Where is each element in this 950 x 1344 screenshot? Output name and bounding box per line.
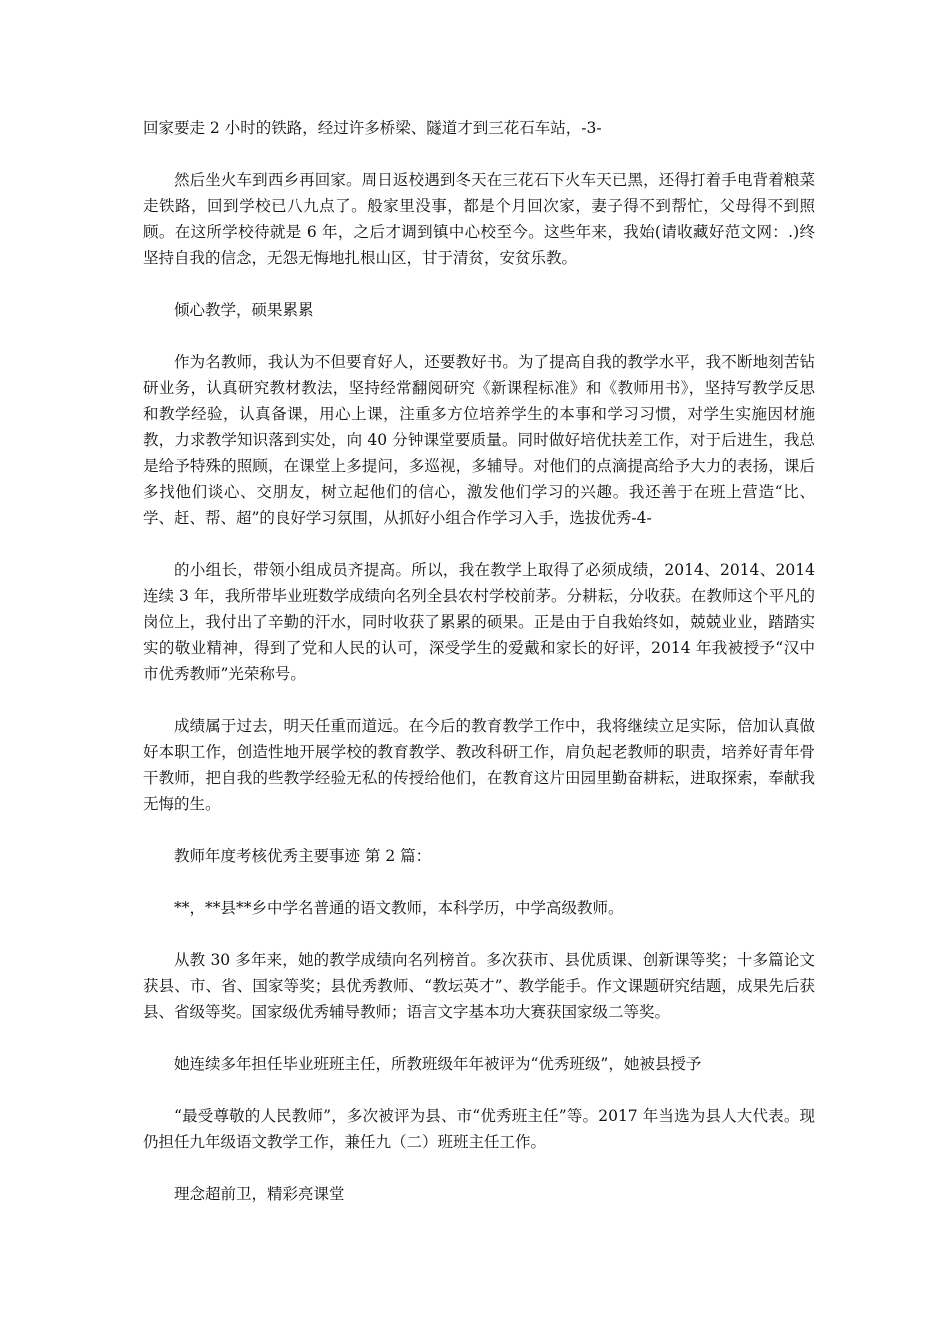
section-heading-classroom: 理念超前卫，精彩亮课堂 bbox=[174, 1185, 345, 1203]
paragraph-future: 成绩属于过去，明天任重而道远。在今后的教育教学工作中，我将继续立足实际，倍加认真做好本职工作，创造性地开展学校的教育教学、教改科研工作，肩负起老教师的职责，培养好青年骨干教师，把自我的些教学经验无私的传授给他们，在教育这片田园里勤奋耕耘，进取探索，奉献我无悔的生。 bbox=[143, 717, 815, 813]
document-body bbox=[143, 115, 815, 1233]
paragraph-continuation: 回家要走 2 小时的铁路，经过许多桥梁、隧道才到三花石车站，-3- bbox=[143, 119, 602, 137]
paragraph-head-teacher: 她连续多年担任毕业班班主任，所教班级年年被评为“优秀班级”，她被县授予 bbox=[174, 1055, 702, 1073]
paragraph-honors: “最受尊敬的人民教师”，多次被评为县、市“优秀班主任”等。2017 年当选为县人大代表。现仍担任九年级语文教学工作，兼任九（二）班班主任工作。 bbox=[143, 1107, 815, 1151]
article-heading-part-2: 教师年度考核优秀主要事迹 第 2 篇： bbox=[174, 847, 432, 865]
paragraph-awards: 从教 30 多年来，她的教学成绩向名列榜首。多次获市、县优质课、创新课等奖；十多篇论文获县、市、省、国家等奖；县优秀教师、“教坛英才”、教学能手。作文课题研究结题，成果先后获县、省级等奖。国家级优秀辅导教师；语言文字基本功大赛获国家级二等奖。 bbox=[143, 951, 815, 1021]
paragraph-teaching: 作为名教师，我认为不但要育好人，还要教好书。为了提高自我的教学水平，我不断地刻苦钻研业务，认真研究教材教法，坚持经常翻阅研究《新课程标准》和《教师用书》，坚持写教学反思和教学经验，认真备课，用心上课，注重多方位培养学生的本事和学习习惯，对学生实施因材施教，力求教学知识落到实处，向 40 分钟课堂要质量。同时做好培优扶差工作，对于后进生，我总是给予特殊的照顾，在课堂上多提问，多巡视，多辅导。对他们的点滴提高给予大力的表扬，课后多找他们谈心、交朋友，树立起他们的信心，激发他们学习的兴趣。我还善于在班上营造“比、学、赶、帮、超”的良好学习氛围，从抓好小组合作学习入手，选拔优秀-4- bbox=[143, 353, 815, 527]
paragraph-intro: **，**县**乡中学名普通的语文教师，本科学历，中学高级教师。 bbox=[174, 899, 624, 917]
section-heading-teaching: 倾心教学，硕果累累 bbox=[174, 301, 314, 319]
paragraph-achievements: 的小组长，带领小组成员齐提高。所以，我在教学上取得了必须成绩，2014、2014、2014 连续 3 年，我所带毕业班数学成绩向名列全县农村学校前茅。分耕耘，分收获。在教师这个平凡的岗位上，我付出了辛勤的汗水，同时收获了累累的硕果。正是由于自我始终如，兢兢业业，踏踏实实的敬业精神，得到了党和人民的认可，深受学生的爱戴和家长的好评，2014 年我被授予“汉中市优秀教师”光荣称号。 bbox=[143, 561, 815, 683]
paragraph-commute: 然后坐火车到西乡再回家。周日返校遇到冬天在三花石下火车天已黑，还得打着手电背着粮菜走铁路，回到学校已八九点了。般家里没事，都是个月回次家，妻子得不到帮忙，父母得不到照顾。在这所学校待就是 6 年，之后才调到镇中心校至今。这些年来，我始(请收藏好范文网：.)终坚持自我的信念，无怨无悔地扎根山区，甘于清贫，安贫乐教。 bbox=[143, 171, 815, 267]
